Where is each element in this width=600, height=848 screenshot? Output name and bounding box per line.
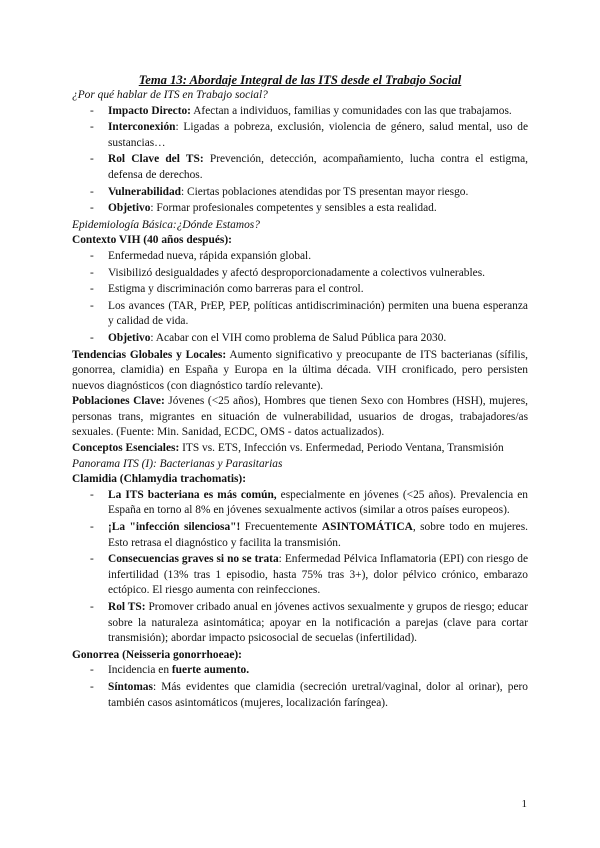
list-item xyxy=(72,104,528,120)
item-text: Frecuentemente xyxy=(240,521,322,534)
para-text: Aumento significativo y preocupante de ITS bacterianas (sífilis, gonorrea, clamidia) en España y Europa en la última década. VIH cronificado, pero persisten nuevos diagnósticos (con diagnóstico tardío relevante). xyxy=(72,348,529,392)
item-text: Enfermedad nueva, rápida expansión global. xyxy=(108,249,312,262)
list-item xyxy=(72,488,528,519)
list-item xyxy=(72,600,528,647)
subheading-chlamydia: Clamidia (Chlamydia trachomatis): xyxy=(72,473,247,486)
list-item xyxy=(72,520,528,551)
item-text: especialmente en jóvenes (<25 años). Prevalencia en España en torno al 8% en jóvenes sexualmente activos (similar a otros países europeos). xyxy=(108,488,528,517)
item-label: Impacto Directo: xyxy=(108,104,191,117)
item-text: , sobre todo en mujeres. Esto retrasa el diagnóstico y facilita la transmisión. xyxy=(108,521,529,549)
item-text: : Acabar con el VIH como problema de Salud Pública para 2030. xyxy=(150,331,447,344)
why-its-list xyxy=(72,104,528,217)
item-text: : Más evidentes que clamidia (secreción uretral/vaginal, dolor al orinar), pero también casos asintomáticos (mujeres, localización faríngea). xyxy=(108,680,528,709)
list-item xyxy=(72,680,528,711)
item-label: Rol Clave del TS: xyxy=(108,153,204,166)
item-text: : Ciertas poblaciones atendidas por TS presentan mayor riesgo. xyxy=(181,185,469,198)
item-text: : Formar profesionales competentes y sensibles a esta realidad. xyxy=(150,202,437,215)
list-item xyxy=(72,663,528,679)
para-label: Poblaciones Clave: xyxy=(72,395,165,408)
list-item xyxy=(72,331,528,347)
item-text: Estigma y discriminación como barreras para el control. xyxy=(108,283,364,296)
item-label: Rol TS: xyxy=(108,601,146,613)
list-item xyxy=(72,185,528,201)
item-label: La ITS bacteriana es más común, xyxy=(108,488,277,501)
para-label: Tendencias Globales y Locales: xyxy=(72,348,227,361)
item-text: Promover cribado anual en jóvenes activos sexualmente y grupos de riesgo; educar sobre la naturaleza asintomática; apoyar en la notificación a parejas (clave para cortar transmisión); abordar impacto psicosocial de secuelas (infertilidad). xyxy=(108,601,528,645)
item-label: Vulnerabilidad xyxy=(108,185,182,198)
paragraph-concepts xyxy=(72,441,528,457)
item-emphasis: fuerte aumento. xyxy=(171,664,250,677)
item-text: : Enfermedad Pélvica Inflamatoria (EPI) con riesgo de infertilidad (13% tras 1 episodio, hasta 75% tras 3+), dolor pélvico crónico, embarazo ectópico. El riesgo aumenta con reinfecciones. xyxy=(108,553,528,597)
list-item xyxy=(72,120,528,151)
item-label: ¡La "infección silenciosa"! xyxy=(108,521,241,534)
para-label: Conceptos Esenciales: xyxy=(72,442,180,455)
item-label: Objetivo xyxy=(108,202,151,215)
item-text: Los avances (TAR, PrEP, PEP, políticas antidiscriminación) permiten una buena esperanza y calidad de vida. xyxy=(108,299,528,328)
list-item xyxy=(72,552,528,599)
subheading-gonorrhea: Gonorrea (Neisseria gonorrhoeae): xyxy=(72,648,242,661)
gonorrhea-list xyxy=(72,663,528,711)
subheading-vih-context: Contexto VIH (40 años después): xyxy=(72,234,232,247)
section-heading-epidemiology: Epidemiología Básica:¿Dónde Estamos? xyxy=(72,218,260,231)
list-item xyxy=(72,299,528,330)
item-label: Interconexión xyxy=(108,121,176,134)
item-label: Objetivo xyxy=(108,331,151,344)
vih-context-list xyxy=(72,249,528,347)
chlamydia-list xyxy=(72,488,528,647)
list-item xyxy=(72,266,528,282)
item-text: Prevención, detección, acompañamiento, lucha contra el estigma, defensa de derechos. xyxy=(108,153,528,181)
item-text: Afectan a individuos, familias y comunidades con las que trabajamos. xyxy=(190,104,512,117)
item-text: Visibilizó desigualdades y afectó desproporcionadamente a colectivos vulnerables. xyxy=(108,266,485,279)
list-item xyxy=(72,201,528,217)
section-heading-panorama: Panorama ITS (I): Bacterianas y Parasitarias xyxy=(72,457,283,470)
item-label: Consecuencias graves si no se trata xyxy=(108,553,279,566)
paragraph-key-populations xyxy=(72,394,528,441)
item-text: Incidencia en xyxy=(108,664,172,677)
list-item xyxy=(72,282,528,298)
item-text: : Ligadas a pobreza, exclusión, violencia de género, salud mental, uso de sustancias… xyxy=(108,121,528,149)
document-body xyxy=(72,72,528,712)
list-item xyxy=(72,152,528,183)
item-label: Síntomas xyxy=(108,680,153,693)
para-text: ITS vs. ETS, Infección vs. Enfermedad, Periodo Ventana, Transmisión xyxy=(179,442,504,455)
paragraph-trends xyxy=(72,348,528,395)
list-item xyxy=(72,249,528,265)
item-emphasis: ASINTOMÁTICA xyxy=(321,521,413,534)
document-title: Tema 13: Abordaje Integral de las ITS desde el Trabajo Social xyxy=(138,73,462,87)
page-number: 1 xyxy=(521,798,527,810)
para-text: Jóvenes (<25 años), Hombres que tienen Sexo con Hombres (HSH), mujeres, personas trans, migrantes en situación de vulnerabilidad, usuarios de drogas, trabajadores/as sexuales. (Fuente: Min. Sanidad, ECDC, OMS - datos actualizados). xyxy=(72,395,528,439)
section-heading-why-its: ¿Por qué hablar de ITS en Trabajo social? xyxy=(72,89,268,101)
